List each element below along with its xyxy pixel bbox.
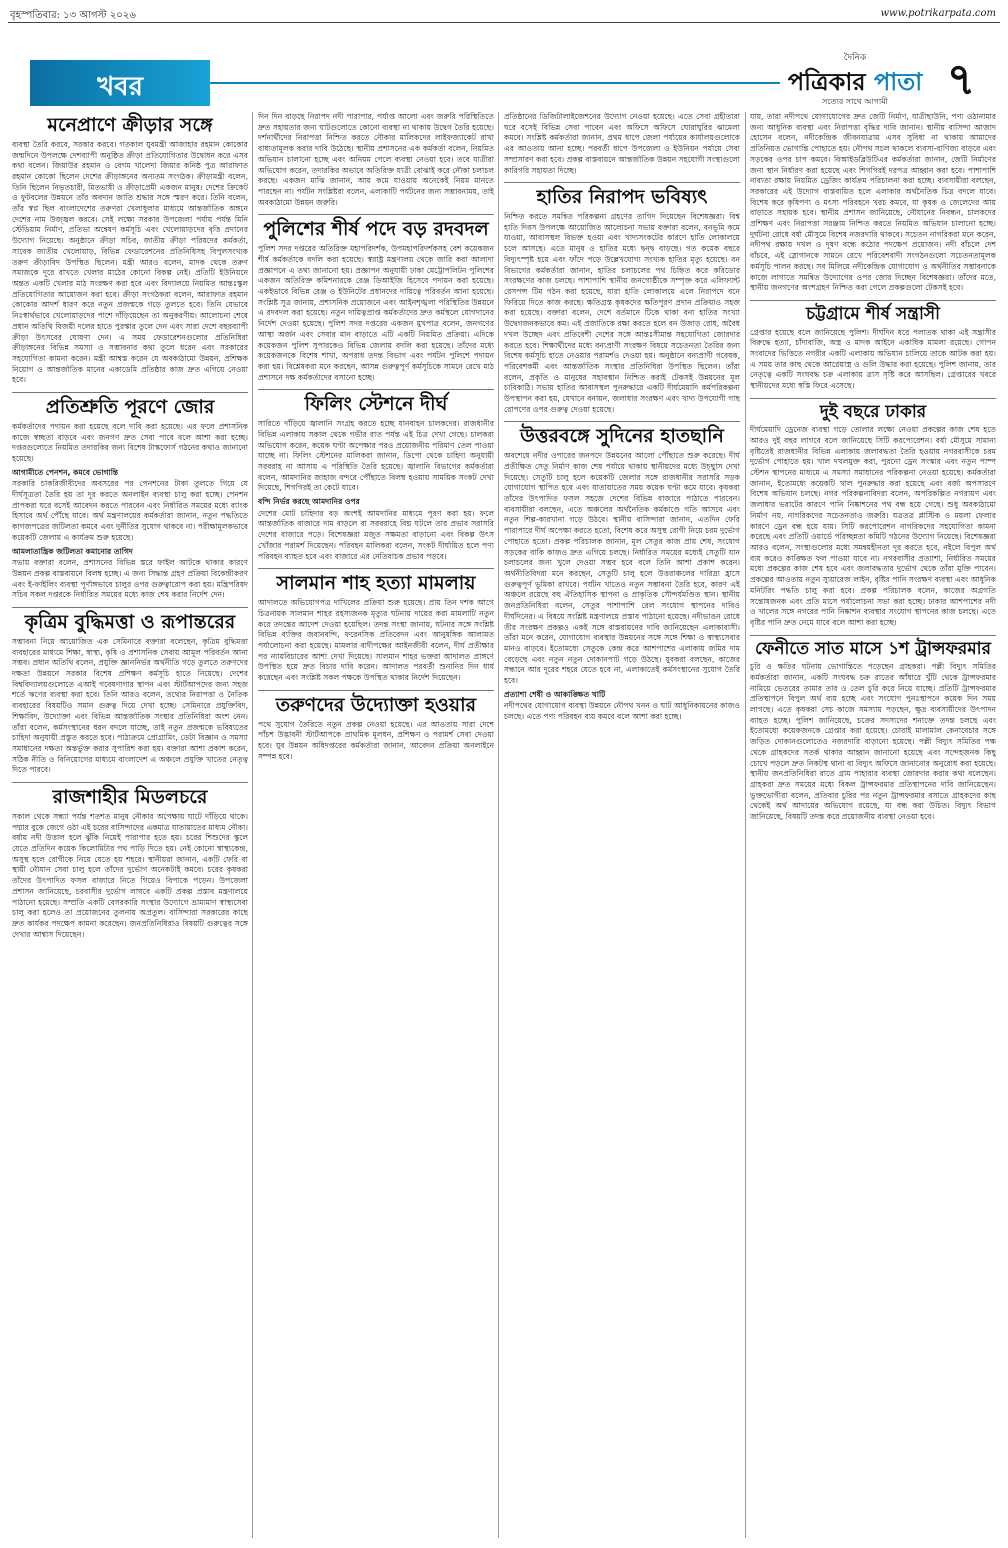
headline[interactable]: মনেপ্রাণে ক্রীড়ার সঙ্গে (47, 114, 213, 136)
page-top-bar (0, 0, 1008, 28)
masthead-logo (780, 50, 930, 110)
article-body: আদালতে অভিযোগপত্র দাখিলের প্রক্রিয়া শুরু হয়েছে। প্রায় তিন দশক আগে চিত্রনায়ক সালমান শাহর রহস্যজনক মৃত্যুর ঘটনায় দায়ের করা মামলাটি নতুন করে তদন্তের আদেশ দেওয়া হয়েছিল। তদন্ত সংস্থা জানায়, ঘটনার সঙ্গে সংশ্লিষ্ট বিভিন্ন ব্যক্তির জবানবন্দি, ফরেনসিক প্রতিবেদন এবং আনুষঙ্গিক আলামত পর্যালোচনা করা হয়েছে। মামলার বাদীপক্ষের আইনজীবী বলেন, দীর্ঘ প্রতীক্ষার পর ন্যায়বিচারের আশা দেখা দিয়েছে। সালমান শাহর ভক্তরা আদালত প্রাঙ্গণে উপস্থিত হয়ে দ্রুত বিচার দাবি করেন। আদালত পরবর্তী শুনানির দিন ধার্য করেছেন এবং সংশ্লিষ্ট সকল পক্ষকে উপস্থিত থাকার নির্দেশ দিয়েছেন। (258, 598, 494, 683)
article-chattogram (750, 305, 996, 392)
issue-date: বৃহস্পতিবার: ১৩ আগস্ট ২০২৬ (10, 10, 136, 21)
website-url[interactable]: www.potrikarpata.com (880, 8, 996, 19)
section-title: খবর (97, 72, 143, 102)
article-body: সারিতে দাঁড়িয়ে জ্বালানি সংগ্রহ করতে হচ্ছে যানবাহন চালকদের। রাজধানীর বিভিন্ন এলাকায় সকাল থেকে গভীর রাত পর্যন্ত এই চিত্র দেখা গেছে। চালকরা অভিযোগ করেন, কয়েক ঘণ্টা অপেক্ষার পরও প্রয়োজনীয় পরিমাণ তেল পাওয়া যাচ্ছে না। ফিলিং স্টেশনের মালিকরা জানান, ডিপো থেকে চাহিদা অনুযায়ী সরবরাহ না আসায় এ পরিস্থিতি তৈরি হয়েছে। জ্বালানি বিভাগের কর্মকর্তারা বলেন, আমদানির জাহাজ বন্দরে পৌঁছাতে বিলম্ব হওয়ায় সাময়িক সংকট দেখা দিয়েছে, শিগগিরই তা কেটে যাবে। (258, 419, 494, 493)
article-police (258, 219, 494, 383)
column-1 (12, 112, 248, 1538)
headline[interactable]: হাতির নিরাপদ ভবিষ্যৎ (536, 186, 708, 209)
article-continued (750, 112, 996, 294)
masthead-daily: দৈনিক (843, 53, 867, 63)
article-body: কর্মকর্তাদের পদায়ন করা হয়েছে বলে দাবি করা হয়েছে। এর ফলে প্রশাসনিক কাজে স্বচ্ছতা বাড়বে এবং জনগণ দ্রুত সেবা পাবে বলে আশা করা হচ্ছে। দপ্তরগুলোতে নিয়মিত তদারকির জন্য বিশেষ টাস্কফোর্স গঠনের কথাও জানানো হয়েছে। (12, 421, 248, 463)
article-divider (750, 635, 996, 636)
masthead-name-a: পত্রিকার (787, 67, 866, 96)
subheading: আমলাতান্ত্রিক জটিলতা কমানোর তাগিদ (12, 546, 133, 556)
column-divider (745, 112, 746, 1538)
article-promise (12, 397, 248, 601)
article-divider (258, 389, 494, 390)
article-body: সকাল থেকে সন্ধ্যা পর্যন্ত শতশত মানুষ নৌকার অপেক্ষায় ঘাটে দাঁড়িয়ে থাকে। পদ্মার বুকে জেগে ওঠা এই চরের বাসিন্দাদের একমাত্র যাতায়াতের মাধ্যম নৌকা। বর্ষায় নদী উত্তাল হলে ঝুঁকি নিয়েই পারাপার হতে হয়। চরের শিশুদের স্কুলে যেতে প্রতিদিন কয়েক কিলোমিটার পথ পাড়ি দিতে হয়। নেই কোনো স্বাস্থ্যকেন্দ্র, অসুস্থ হলে রোগীকে নিয়ে যেতে হয় শহরে। স্থানীয়রা জানান, একটি ফেরি বা স্থায়ী নৌযান সেবা চালু হলে তাঁদের দুর্ভোগ অনেকটাই কমবে। চরের কৃষকরা তাঁদের উৎপাদিত ফসল বাজারে নিতে গিয়েও বিপাকে পড়েন। উপজেলা প্রশাসন জানিয়েছে, চরবাসীর দুর্ভোগ লাঘবে একটি প্রকল্প প্রস্তাব মন্ত্রণালয়ে পাঠানো হয়েছে। সম্প্রতি একটি বেসরকারি সংস্থার উদ্যোগে ভ্রাম্যমাণ স্বাস্থ্যসেবা চালু করা হলেও তা প্রয়োজনের তুলনায় অপ্রতুল। বাসিন্দারা সরকারের কাছে দ্রুত কার্যকর পদক্ষেপ কামনা করেছেন। জনপ্রতিনিধিরাও বিষয়টি গুরুত্বের সঙ্গে দেখার আশ্বাস দিয়েছেন। (12, 811, 248, 939)
article-elephant (504, 187, 740, 415)
headline[interactable]: ফিলিং স্টেশনে দীর্ঘ (304, 393, 448, 416)
headline[interactable]: পুলিশের শীর্ষ পদে বড় রদবদল (263, 218, 489, 241)
headline[interactable]: রাজশাহীর মিডলচরে (52, 786, 208, 809)
article-body: নদীপথের যোগাযোগ ব্যবস্থা উন্নয়নে নৌপথ খনন ও ঘাট আধুনিকায়নের কাজও চলছে। এতে পণ্য পরিবহন ব্যয় কমবে বলে আশা করা হচ্ছে। (504, 701, 740, 722)
article-divider (504, 182, 740, 183)
article-north-bengal (504, 426, 740, 722)
article-body: সভায় বক্তারা বলেন, প্রশাসনের বিভিন্ন স্তরে ফাইল আটকে থাকার কারণে উন্নয়ন প্রকল্প বাস্তবায়নে বিলম্ব হচ্ছে। এ জন্য সিদ্ধান্ত গ্রহণ প্রক্রিয়া বিকেন্দ্রীকরণ এবং ই-ফাইলিং ব্যবস্থা পূর্ণাঙ্গভাবে চালুর ওপর গুরুত্বারোপ করা হয়। মন্ত্রিপরিষদ সচিব সকল দপ্তরকে নির্ধারিত সময়ের মধ্যে কাজ শেষ করার নির্দেশ দেন। (12, 558, 248, 600)
article-dhaka (750, 403, 996, 629)
article-feni (750, 640, 996, 823)
section-banner (30, 60, 210, 106)
article-body: দিন দিন বাড়ছে নিরাপদ নদী পারাপার, পর্যাপ্ত আলো এবং জরুরি পরিস্থিতিতে দ্রুত সহায়তার জন্য ঘাটগুলোতে কোনো ব্যবস্থা না থাকায় উদ্বেগ তৈরি হয়েছে। দর্শনার্থীদের নিরাপত্তা নিশ্চিত করতে নৌকার মালিকদের লাইফজ্যাকেট রাখা বাধ্যতামূলক করার দাবি উঠেছে। স্থানীয় প্রশাসনের এক কর্মকর্তা বলেন, নিয়মিত অভিযান চালানো হচ্ছে এবং অনিয়ম পেলে ব্যবস্থা নেওয়া হবে। তবে যাত্রীরা অভিযোগ করেন, তদারকির অভাবে অতিরিক্ত যাত্রী বোঝাই করে নৌকা চলাচল করছে। একজন মাঝি জানান, আয় কমে যাওয়ায় অনেকেই নিয়ম মানতে পারছেন না। পর্যটন সংশ্লিষ্টরা বলেন, এলাকাটি পর্যটনের জন্য সম্ভাবনাময়, তাই অবকাঠামো উন্নয়ন জরুরি। (258, 112, 494, 207)
column-divider (498, 112, 499, 1538)
article-salman-shah (258, 573, 494, 683)
column-4 (750, 112, 996, 1538)
article-rajshahi (12, 787, 248, 940)
headline[interactable]: চট্টগ্রামে শীর্ষ সন্ত্রাসী (805, 303, 941, 324)
column-divider (252, 112, 253, 1538)
article-divider (12, 607, 248, 608)
subheading: বন্দি নির্ভর করছে আমদানির ওপর (258, 497, 360, 507)
article-divider (12, 782, 248, 783)
masthead-tagline: সত্যের সাথে আগামী (822, 97, 888, 106)
subheading: আগামীতে পেনশন, কমবে ভোগান্তি (12, 467, 119, 477)
article-divider (12, 392, 248, 393)
article-continued (258, 112, 494, 208)
column-2 (258, 112, 494, 1538)
article-body: পুলিশ সদর দপ্তরের অতিরিক্ত মহাপরিদর্শক, উপমহাপরিদর্শকসহ বেশ কয়েকজন শীর্ষ কর্মকর্তাকে বদলি করা হয়েছে। স্বরাষ্ট্র মন্ত্রণালয় থেকে জারি করা আলাদা প্রজ্ঞাপনে এ তথ্য জানানো হয়। প্রজ্ঞাপন অনুযায়ী ঢাকা মেট্রোপলিটন পুলিশের একজন অতিরিক্ত কমিশনারকে রেঞ্জ ডিআইজি হিসেবে পদায়ন করা হয়েছে। একইভাবে বিভিন্ন রেঞ্জ ও ইউনিটের প্রধানদের দায়িত্বে পরিবর্তন আনা হয়েছে। সংশ্লিষ্ট সূত্র জানায়, প্রশাসনিক প্রয়োজনে এবং আইনশৃঙ্খলা পরিস্থিতির উন্নয়নে এ রদবদল করা হয়েছে। নতুন দায়িত্বপ্রাপ্ত কর্মকর্তাদের দ্রুত কর্মস্থলে যোগদানের নির্দেশ দেওয়া হয়েছে। পুলিশ সদর দপ্তরের একজন মুখপাত্র বলেন, জনগণের আস্থা অর্জন এবং সেবার মান বাড়াতে এটি একটি নিয়মিত প্রক্রিয়া। এদিকে কয়েকজন পুলিশ সুপারকেও বিভিন্ন জেলায় বদলি করা হয়েছে। তাঁদের মধ্যে কয়েকজনকে বিশেষ শাখা, অপরাধ তদন্ত বিভাগ এবং পর্যটন পুলিশে পদায়ন করা হয়। বিশ্লেষকরা মনে করছেন, আসন্ন গুরুত্বপূর্ণ কর্মসূচিকে সামনে রেখে মাঠ প্রশাসনে দক্ষ কর্মকর্তাদের বসানো হচ্ছে। (258, 244, 494, 382)
article-sports (12, 115, 248, 386)
headline[interactable]: ফেনীতে সাত মাসে ১শ ট্রান্সফরমার (755, 638, 991, 659)
headline[interactable]: সালমান শাহ হত্যা মামলায় (276, 572, 476, 595)
subheading: প্রত্যাশা শেষী ও আকাঙ্ক্ষিত খাটি (504, 689, 606, 699)
article-body: ব্যবস্থা তৈরি করবে, সরকার করবে। গতকাল যুবমন্ত্রী আজাহার রহমান কোকোর জন্মদিনে উপলক্ষে দেশব্যাপী অনুষ্ঠিত ক্রীড়া প্রতিযোগিতার উদ্বোধন করে এসব কথা বলেন। জিয়াউর রহমান ও বেগম খালেদা জিয়ার কনিষ্ঠ পুত্র আরাফাত রহমান কোকো ছিলেন দেশের ক্রীড়াঙ্গনের অন্যতম সংগঠক। ক্রীড়ামন্ত্রী বলেন, তিনি ছিলেন নিভৃতচারী, মিতভাষী ও ক্রীড়াপ্রেমী একজন মানুষ। দেশের ক্রিকেট ও ফুটবলের উন্নয়নে তাঁর অবদান জাতি শ্রদ্ধার সঙ্গে স্মরণ করে। তিনি বলেন, তাঁর স্বপ্ন ছিল বাংলাদেশের তরুণরা খেলাধুলার মাধ্যমে আন্তর্জাতিক অঙ্গনে দেশের নাম উজ্জ্বল করবে। সেই লক্ষ্যে সরকার উপজেলা পর্যায় পর্যন্ত মিনি স্টেডিয়াম নির্মাণ, প্রতিভা অন্বেষণ কর্মসূচি এবং খেলোয়াড়দের বৃত্তি প্রদানের উদ্যোগ নিয়েছে। অনুষ্ঠানে ক্রীড়া সচিব, জাতীয় ক্রীড়া পরিষদের কর্মকর্তা, সাবেক জাতীয় খেলোয়াড়, বিভিন্ন ফেডারেশনের প্রতিনিধিসহ বিপুলসংখ্যক তরুণ ক্রীড়াবিদ উপস্থিত ছিলেন। মন্ত্রী আরও বলেন, মাদক থেকে তরুণ সমাজকে দূরে রাখতে খেলার মাঠের কোনো বিকল্প নেই। প্রতিটি ইউনিয়নে অন্তত একটি খেলার মাঠ সংরক্ষণ করা হবে এবং বিদ্যালয়ে নিয়মিত আন্তঃস্কুল প্রতিযোগিতার আয়োজন করা হবে। ক্রীড়া সংগঠকরা বলেন, আরাফাত রহমান কোকোর আদর্শ ধারণ করে নতুন প্রজন্মকে গড়ে তুলতে হবে। তিনি যেভাবে নিঃস্বার্থভাবে খেলোয়াড়দের পাশে দাঁড়িয়েছেন তা অনুকরণীয়। আলোচনা শেষে প্রধান অতিথি বিজয়ী দলের হাতে পুরস্কার তুলে দেন এবং সারা দেশে বছরব্যাপী ক্রীড়া উৎসবের ঘোষণা দেন। এ সময় ফেডারেশনগুলোর প্রতিনিধিরা ক্রীড়াঙ্গনের বিভিন্ন সমস্যা ও সম্ভাবনার কথা তুলে ধরেন এবং সরকারের সহযোগিতা কামনা করেন। মন্ত্রী আশ্বস্ত করেন যে অবকাঠামো উন্নয়ন, প্রশিক্ষক নিয়োগ ও আন্তর্জাতিক মানের একাডেমি প্রতিষ্ঠার কাজ দ্রুত এগিয়ে নেওয়া হবে। (12, 139, 248, 385)
article-divider (258, 568, 494, 569)
article-body: গ্রেপ্তার হয়েছে বলে জানিয়েছে পুলিশ। দীর্ঘদিন ধরে পলাতক থাকা এই সন্ত্রাসীর বিরুদ্ধে হত্যা, চাঁদাবাজি, অস্ত্র ও মাদক আইনে একাধিক মামলা রয়েছে। গোপন সংবাদের ভিত্তিতে নগরীর একটি এলাকায় অভিযান চালিয়ে তাকে আটক করা হয়। এ সময় তার কাছ থেকে আগ্নেয়াস্ত্র ও গুলি উদ্ধার করা হয়েছে। পুলিশ জানায়, তার নেতৃত্বে একটি সংঘবদ্ধ চক্র এলাকায় ত্রাস সৃষ্টি করে আসছিল। গ্রেপ্তারের খবরে স্থানীয়দের মধ্যে স্বস্তি ফিরে এসেছে। (750, 327, 996, 391)
article-continued (504, 112, 740, 176)
page-number: ৭ (946, 54, 976, 105)
article-body: যায়, তারা নদীপথে যোগাযোগের দ্রুত জেটি নির্মাণ, যাত্রীছাউনি, পণ্য ওঠানামার জন্য আধুনিক ব্যবস্থা এবং নিরাপত্তা বৃদ্ধির দাবি জানান। স্থানীয় বাসিন্দা আজাদ হোসেন বলেন, নদীকেন্দ্রিক জীবনযাত্রায় এসব সুবিধা না থাকায় আমাদের প্রতিনিয়ত ভোগান্তি পোহাতে হয়। নৌপথ সচল থাকলে ব্যবসা-বাণিজ্য বাড়বে এবং সড়কের ওপর চাপ কমবে। বিআইডব্লিউটিএর কর্মকর্তারা জানান, জেটি নির্মাণের জন্য স্থান নির্ধারণ করা হয়েছে এবং শিগগিরই দরপত্র আহ্বান করা হবে। পাশাপাশি নাব্যতা রক্ষায় নিয়মিত ড্রেজিং কার্যক্রম পরিচালনা করা হচ্ছে। ব্যবসায়ীরা বলছেন, সরকারের এই উদ্যোগ বাস্তবায়িত হলে এলাকার অর্থনৈতিক চিত্র বদলে যাবে। বিশেষ করে কৃষিপণ্য ও মৎস্য পরিবহনে খরচ কমবে, যা কৃষক ও জেলেদের আয় বাড়াতে সহায়ক হবে। স্থানীয় প্রশাসন জানিয়েছে, নৌযানের নিবন্ধন, চালকদের প্রশিক্ষণ এবং নিরাপত্তা সরঞ্জাম নিশ্চিত করতে নিয়মিত অভিযান চালানো হচ্ছে। দুর্ঘটনা রোধে বর্ষা মৌসুমে বিশেষ নজরদারি থাকবে। সচেতন নাগরিকরা মনে করেন, নদীপথ রক্ষায় দখল ও দূষণ বন্ধে কঠোর পদক্ষেপ প্রয়োজন। নদী বাঁচলে দেশ বাঁচবে, এই স্লোগানকে সামনে রেখে পরিবেশবাদী সংগঠনগুলো সচেতনতামূলক কর্মসূচি পালন করছে। সব মিলিয়ে নদীকেন্দ্রিক যোগাযোগ ও অর্থনীতির সম্ভাবনাকে কাজে লাগাতে সমন্বিত উদ্যোগের ওপর জোর দিচ্ছেন বিশেষজ্ঞরা। তাঁদের মতে, স্থানীয় জনগণের অংশগ্রহণ নিশ্চিত করা গেলে প্রকল্পগুলো টেকসই হবে। (750, 112, 996, 293)
article-divider (258, 690, 494, 691)
article-divider (504, 421, 740, 422)
section-rule (210, 82, 780, 84)
article-body: সম্ভাবনা নিয়ে আয়োজিত এক সেমিনারে বক্তারা বলেছেন, কৃত্রিম বুদ্ধিমত্তা ব্যবহারের মাধ্যমে শিক্ষা, স্বাস্থ্য, কৃষি ও প্রশাসনিক সেবায় আমূল পরিবর্তন আনা সম্ভব। প্রধান অতিথি বলেন, প্রযুক্তি জ্ঞাননির্ভর অর্থনীতি গড়ে তুলতে তরুণদের দক্ষতা উন্নয়নে সরকার বিশেষ প্রশিক্ষণ কর্মসূচি হাতে নিয়েছে। দেশের বিশ্ববিদ্যালয়গুলোতে এআই গবেষণাগার স্থাপন এবং স্টার্টআপদের জন্য সহজ শর্তে ঋণের ব্যবস্থা করা হবে। তিনি আরও বলেন, তথ্যের নিরাপত্তা ও নৈতিক ব্যবহারের বিষয়টিও সমান গুরুত্ব দিয়ে দেখা হচ্ছে। সেমিনারে প্রযুক্তিবিদ, শিক্ষাবিদ, উদ্যোক্তা এবং বিভিন্ন আন্তর্জাতিক সংস্থার প্রতিনিধিরা অংশ নেন। তাঁরা বলেন, কর্মসংস্থানের ধরন বদলে যাচ্ছে, তাই নতুন প্রজন্মকে ভবিষ্যতের চাহিদা অনুযায়ী প্রস্তুত করতে হবে। পাঠ্যক্রমে প্রোগ্রামিং, ডেটা বিজ্ঞান ও সমস্যা সমাধানের দক্ষতা অন্তর্ভুক্ত করার সুপারিশ করা হয়। বক্তারা আশা প্রকাশ করেন, সঠিক নীতি ও বিনিয়োগের মাধ্যমে বাংলাদেশ এ অঞ্চলে প্রযুক্তি খাতের নেতৃত্ব দিতে পারবে। (12, 636, 248, 775)
top-divider (8, 22, 1000, 23)
headline[interactable]: কৃত্রিম বুদ্ধিমত্তা ও রূপান্তরের (24, 611, 236, 634)
article-divider (258, 214, 494, 215)
article-body: নিশ্চিত করতে সমন্বিত পরিকল্পনা গ্রহণের তাগিদ দিয়েছেন বিশেষজ্ঞরা। বিশ্ব হাতি দিবস উপলক্ষে আয়োজিত আলোচনা সভায় বক্তারা বলেন, বনভূমি কমে যাওয়া, আবাসস্থল বিভক্ত হওয়া এবং খাদ্যসংকটের কারণে হাতি লোকালয়ে চলে আসছে। এতে মানুষ ও হাতির মধ্যে দ্বন্দ্ব বাড়ছে। গত কয়েক বছরে বিদ্যুৎস্পৃষ্ট হয়ে এবং ফাঁদে পড়ে উল্লেখযোগ্য সংখ্যক হাতির মৃত্যু হয়েছে। বন বিভাগের কর্মকর্তারা জানান, হাতির চলাচলের পথ চিহ্নিত করে করিডোর সংরক্ষণের কাজ চলছে। পাশাপাশি স্থানীয় জনগোষ্ঠীকে সম্পৃক্ত করে এলিফ্যান্ট রেসপন্স টিম গঠন করা হয়েছে, যারা হাতি লোকালয়ে এলে নিরাপদে বনে ফিরিয়ে দিতে কাজ করছে। ক্ষতিগ্রস্ত কৃষকদের ক্ষতিপূরণ প্রদান প্রক্রিয়াও সহজ করা হয়েছে। বক্তারা বলেন, দেশে বর্তমানে টিকে থাকা বন্য হাতির সংখ্যা উদ্বেগজনকভাবে কম। এই প্রজাতিকে রক্ষা করতে হলে বন উজাড় রোধ, অবৈধ দখল উচ্ছেদ এবং প্রতিবেশী দেশের সঙ্গে আন্তঃসীমান্ত সহযোগিতা জোরদার করতে হবে। শিক্ষার্থীদের মধ্যে বন্যপ্রাণী সংরক্ষণ বিষয়ে সচেতনতা তৈরির জন্য বিশেষ কর্মসূচি হাতে নেওয়ার পরামর্শও দেওয়া হয়। অনুষ্ঠানে বন্যপ্রাণী গবেষক, পরিবেশকর্মী এবং আন্তর্জাতিক সংস্থার প্রতিনিধিরা উপস্থিত ছিলেন। তাঁরা বলেন, প্রকৃতি ও মানুষের সহাবস্থান নিশ্চিত করাই টেকসই উন্নয়নের মূল চাবিকাঠি। সভায় হাতির আবাসস্থল পুনরুদ্ধারে একটি দীর্ঘমেয়াদি কর্মপরিকল্পনা উপস্থাপন করা হয়, যেখানে বনায়ন, জলাধার সংরক্ষণ এবং খাদ্য উপযোগী গাছ রোপণের ওপর গুরুত্ব দেওয়া হয়েছে। (504, 212, 740, 414)
article-divider (750, 300, 996, 301)
headline[interactable]: উত্তরবঙ্গে সুদিনের হাতছানি (520, 425, 724, 448)
headline[interactable]: তরুণদের উদ্যোক্তা হওয়ার (275, 693, 477, 716)
article-body: প্রতিষ্ঠানের ডিজিটালাইজেশনের উদ্যোগ নেওয়া হয়েছে। এতে সেবা গ্রহীতারা ঘরে বসেই বিভিন্ন সেবা পাবেন এবং অফিসে অফিসে ঘোরাঘুরির ঝামেলা কমবে। সংশ্লিষ্ট কর্মকর্তারা জানান, প্রথম ধাপে জেলা পর্যায়ের কার্যালয়গুলোকে এর আওতায় আনা হচ্ছে। পরবর্তী ধাপে উপজেলা ও ইউনিয়ন পর্যায়ে সেবা সম্প্রসারণ করা হবে। প্রকল্প বাস্তবায়নে আন্তর্জাতিক উন্নয়ন সহযোগী সংস্থাগুলো কারিগরি সহায়তা দিচ্ছে। (504, 112, 740, 175)
article-body: সরকারি চাকরিজীবীদের অবসরের পর পেনশনের টাকা তুলতে গিয়ে যে দীর্ঘসূত্রতা তৈরি হয় তা দূর করতে অনলাইন ব্যবস্থা চালু করা হচ্ছে। পেনশন প্রাপকরা ঘরে বসেই আবেদন করতে পারবেন এবং নির্ধারিত সময়ের মধ্যে ব্যাংক হিসাবে অর্থ পৌঁছে যাবে। অর্থ মন্ত্রণালয়ের কর্মকর্তারা জানান, নতুন পদ্ধতিতে কাগজপত্রের জটিলতা কমবে এবং দুর্নীতির সুযোগ থাকবে না। পরীক্ষামূলকভাবে কয়েকটি জেলায় এ কার্যক্রম শুরু হয়েছে। (12, 479, 248, 542)
masthead-name-b: পাতা (873, 67, 923, 96)
article-body: অবশেষে নদীর ওপারের জনপদে উন্নয়নের আলো পৌঁছাতে শুরু করেছে। দীর্ঘ প্রতীক্ষিত সেতু নির্মাণ কাজ শেষ পর্যায়ে থাকায় স্থানীয়দের মধ্যে উচ্ছ্বাস দেখা দিয়েছে। সেতুটি চালু হলে কয়েকটি জেলার সঙ্গে রাজধানীর সরাসরি সড়ক যোগাযোগ স্থাপিত হবে এবং যাতায়াতের সময় কয়েক ঘণ্টা কমে যাবে। কৃষকরা তাঁদের উৎপাদিত ফসল সহজে দেশের বিভিন্ন বাজারে পাঠাতে পারবেন। ব্যবসায়ীরা বলছেন, এতে অঞ্চলের অর্থনৈতিক কর্মকাণ্ডে গতি আসবে এবং নতুন শিল্প-কারখানা গড়ে উঠবে। স্থানীয় বাসিন্দারা জানান, এতদিন ফেরি পারাপারে দীর্ঘ অপেক্ষা করতে হতো, বিশেষ করে অসুস্থ রোগী নিয়ে চরম দুর্ভোগ পোহাতে হতো। প্রকল্প পরিচালক জানান, মূল সেতুর কাজ প্রায় শেষ, সংযোগ সড়কের বাকি কাজও দ্রুত এগিয়ে চলছে। নির্ধারিত সময়ের মধ্যেই সেতুটি যান চলাচলের জন্য খুলে দেওয়া সম্ভব হবে বলে তিনি আশা প্রকাশ করেন। অর্থনীতিবিদরা মনে করছেন, সেতুটি চালু হলে উত্তরাঞ্চলের দারিদ্র্য হ্রাসে গুরুত্বপূর্ণ ভূমিকা রাখবে। পর্যটন খাতেও নতুন সম্ভাবনা তৈরি হবে, কারণ এই অঞ্চলে রয়েছে বহু ঐতিহাসিক স্থাপনা ও প্রাকৃতিক সৌন্দর্যমণ্ডিত স্থান। স্থানীয় জনপ্রতিনিধিরা বলেন, সেতুর পাশাপাশি রেল সংযোগ স্থাপনের দাবিও দীর্ঘদিনের। এ বিষয়ে সংশ্লিষ্ট মন্ত্রণালয়ে প্রস্তাব পাঠানো হয়েছে। নদীভাঙন রোধে তীর সংরক্ষণ প্রকল্পও একই সঙ্গে বাস্তবায়নের দাবি জানিয়েছেন এলাকাবাসী। তাঁরা মনে করেন, যোগাযোগ ব্যবস্থার উন্নয়নের সঙ্গে সঙ্গে শিক্ষা ও স্বাস্থ্যসেবার মানও বাড়বে। ইতোমধ্যে সেতুকে কেন্দ্র করে আশপাশের এলাকায় জমির দাম বেড়েছে এবং নতুন নতুন দোকানপাট গড়ে উঠছে। যুবকরা বলছেন, কাজের সন্ধানে আর দূরের শহরে যেতে হবে না, এলাকাতেই কর্মসংস্থানের সুযোগ তৈরি হবে। (504, 451, 740, 686)
article-ai (12, 612, 248, 776)
article-body: পথে সুযোগ তৈরিতে নতুন প্রকল্প নেওয়া হয়েছে। এর আওতায় সারা দেশে পাঁচশ উদ্ভাবনী স্টার্টআপকে প্রাথমিক মূলধন, প্রশিক্ষণ ও পরামর্শ সেবা দেওয়া হবে। যুব উন্নয়ন অধিদপ্তরের কর্মকর্তারা জানান, আবেদন প্রক্রিয়া অনলাইনে সম্পন্ন হবে। (258, 719, 494, 761)
article-body: দেশের মোট চাহিদার বড় অংশই আমদানির মাধ্যমে পূরণ করা হয়। ফলে আন্তর্জাতিক বাজারে দাম বাড়লে বা সরবরাহে বিঘ্ন ঘটলে তার প্রভাব সরাসরি দেশের বাজারে পড়ে। বিশেষজ্ঞরা মজুত সক্ষমতা বাড়ানো এবং বিকল্প উৎস খোঁজার পরামর্শ দিয়েছেন। পরিবহন মালিকরা বলেন, সংকট দীর্ঘায়িত হলে পণ্য পরিবহন ব্যাহত হবে এবং বাজারে এর নেতিবাচক প্রভাব পড়বে। (258, 508, 494, 561)
article-divider (750, 398, 996, 399)
article-filling-station (258, 394, 494, 562)
article-youth-entrepreneur (258, 695, 494, 763)
headline[interactable]: প্রতিশ্রুতি পূরণে জোর (45, 396, 215, 419)
article-body: দীর্ঘমেয়াদি ড্রেনেজ ব্যবস্থা গড়ে তোলার লক্ষ্যে নেওয়া প্রকল্পের কাজ শেষ হতে আরও দুই বছর লাগবে বলে জানিয়েছে সিটি করপোরেশন। বর্ষা মৌসুমে সামান্য বৃষ্টিতেই রাজধানীর বিভিন্ন এলাকায় জলাবদ্ধতা তৈরি হওয়ায় নগরবাসীকে চরম দুর্ভোগ পোহাতে হয়। খাল দখলমুক্ত করা, পুরনো ড্রেন সংস্কার এবং নতুন পাম্প স্টেশন স্থাপনের মাধ্যমে এ সমস্যা সমাধানের পরিকল্পনা নেওয়া হয়েছে। কর্মকর্তারা জানান, ইতোমধ্যে কয়েকটি খাল পুনরুদ্ধার করা হয়েছে এবং বর্জ্য অপসারণে বিশেষ অভিযান চলছে। নগর পরিকল্পনাবিদরা বলেন, অপরিকল্পিত নগরায়ণ এবং জলাধার ভরাটের কারণে পানি নিষ্কাশনের পথ বন্ধ হয়ে গেছে। শুধু অবকাঠামো নির্মাণ নয়, নাগরিকদের সচেতনতাও জরুরি। যত্রতত্র প্লাস্টিক ও ময়লা ফেলার কারণে ড্রেন বন্ধ হয়ে যায়। সিটি করপোরেশন নাগরিকদের সহযোগিতা কামনা করেছে এবং প্রতিটি ওয়ার্ডে পরিচ্ছন্নতা কমিটি গঠনের উদ্যোগ নিয়েছে। বিশেষজ্ঞরা আরও বলেন, সংস্থাগুলোর মধ্যে সমন্বয়হীনতা দূর করতে হবে, নইলে বিপুল অর্থ ব্যয় করেও কাঙ্ক্ষিত ফল পাওয়া যাবে না। নগরবাসীর প্রত্যাশা, নির্ধারিত সময়ের মধ্যে প্রকল্পের কাজ শেষ হবে এবং জলাবদ্ধতার দুর্ভোগ থেকে তাঁরা মুক্তি পাবেন। প্রকল্পের আওতায় নতুন স্যুয়ারেজ লাইন, বৃষ্টির পানি সংরক্ষণ ব্যবস্থা এবং আধুনিক মনিটরিং পদ্ধতি চালু করা হবে। প্রকল্প পরিচালক বলেন, কাজের অগ্রগতি সন্তোষজনক এবং প্রতি মাসে পর্যালোচনা সভা করা হচ্ছে। ঢাকার আশপাশের নদী ও খালের সঙ্গে নগরের পানি নিষ্কাশন ব্যবস্থার সংযোগ স্থাপনের কাজ চলছে। এতে বৃষ্টির পানি দ্রুত নেমে যাবে বলে আশা করা হচ্ছে। (750, 425, 996, 627)
headline[interactable]: দুই বছরে ঢাকার (819, 401, 927, 422)
column-3 (504, 112, 740, 1538)
article-body: চুরি ও ক্ষতির ঘটনায় ভোগান্তিতে পড়েছেন গ্রাহকরা। পল্লী বিদ্যুৎ সমিতির কর্মকর্তারা জানান, একটি সংঘবদ্ধ চক্র রাতের আঁধারে খুঁটি থেকে ট্রান্সফরমার নামিয়ে ভেতরের তামার তার ও তেল চুরি করে নিয়ে যাচ্ছে। প্রতিটি ট্রান্সফরমার প্রতিস্থাপনে বিপুল অর্থ ব্যয় হচ্ছে এবং সংযোগ পুনঃস্থাপনে কয়েক দিন সময় লাগছে। এতে কৃষকরা সেচ কাজে সমস্যায় পড়ছেন, ক্ষুদ্র ব্যবসায়ীদের উৎপাদন ব্যাহত হচ্ছে। পুলিশ জানিয়েছে, চক্রের সদস্যদের শনাক্তে তদন্ত চলছে এবং ইতোমধ্যে কয়েকজনকে গ্রেপ্তার করা হয়েছে। চোরাই মালামাল কেনাবেচার সঙ্গে জড়িত দোকানগুলোতেও নজরদারি বাড়ানো হয়েছে। পল্লী বিদ্যুৎ সমিতির পক্ষ থেকে গ্রাহকদের সতর্ক থাকার আহ্বান জানানো হয়েছে এবং সন্দেহজনক কিছু চোখে পড়লে দ্রুত নিকটস্থ থানা বা বিদ্যুৎ অফিসে জানানোর অনুরোধ করা হয়েছে। স্থানীয় জনপ্রতিনিধিরা রাতে গ্রাম পাহারার ব্যবস্থা জোরদার করার কথা বলেছেন। গ্রাহকরা দ্রুত সময়ের মধ্যে বিকল ট্রান্সফরমার প্রতিস্থাপনের দাবি জানিয়েছেন। ভুক্তভোগীরা বলেন, প্রতিবার চুরির পর নতুন ট্রান্সফরমার বসাতে গ্রাহকদের কাছ থেকেই অর্থ আদায়ের অভিযোগ রয়েছে, যা বন্ধ করা উচিত। বিদ্যুৎ বিভাগ জানিয়েছে, বিষয়টি তদন্ত করে প্রয়োজনীয় ব্যবস্থা নেওয়া হবে। (750, 662, 996, 822)
